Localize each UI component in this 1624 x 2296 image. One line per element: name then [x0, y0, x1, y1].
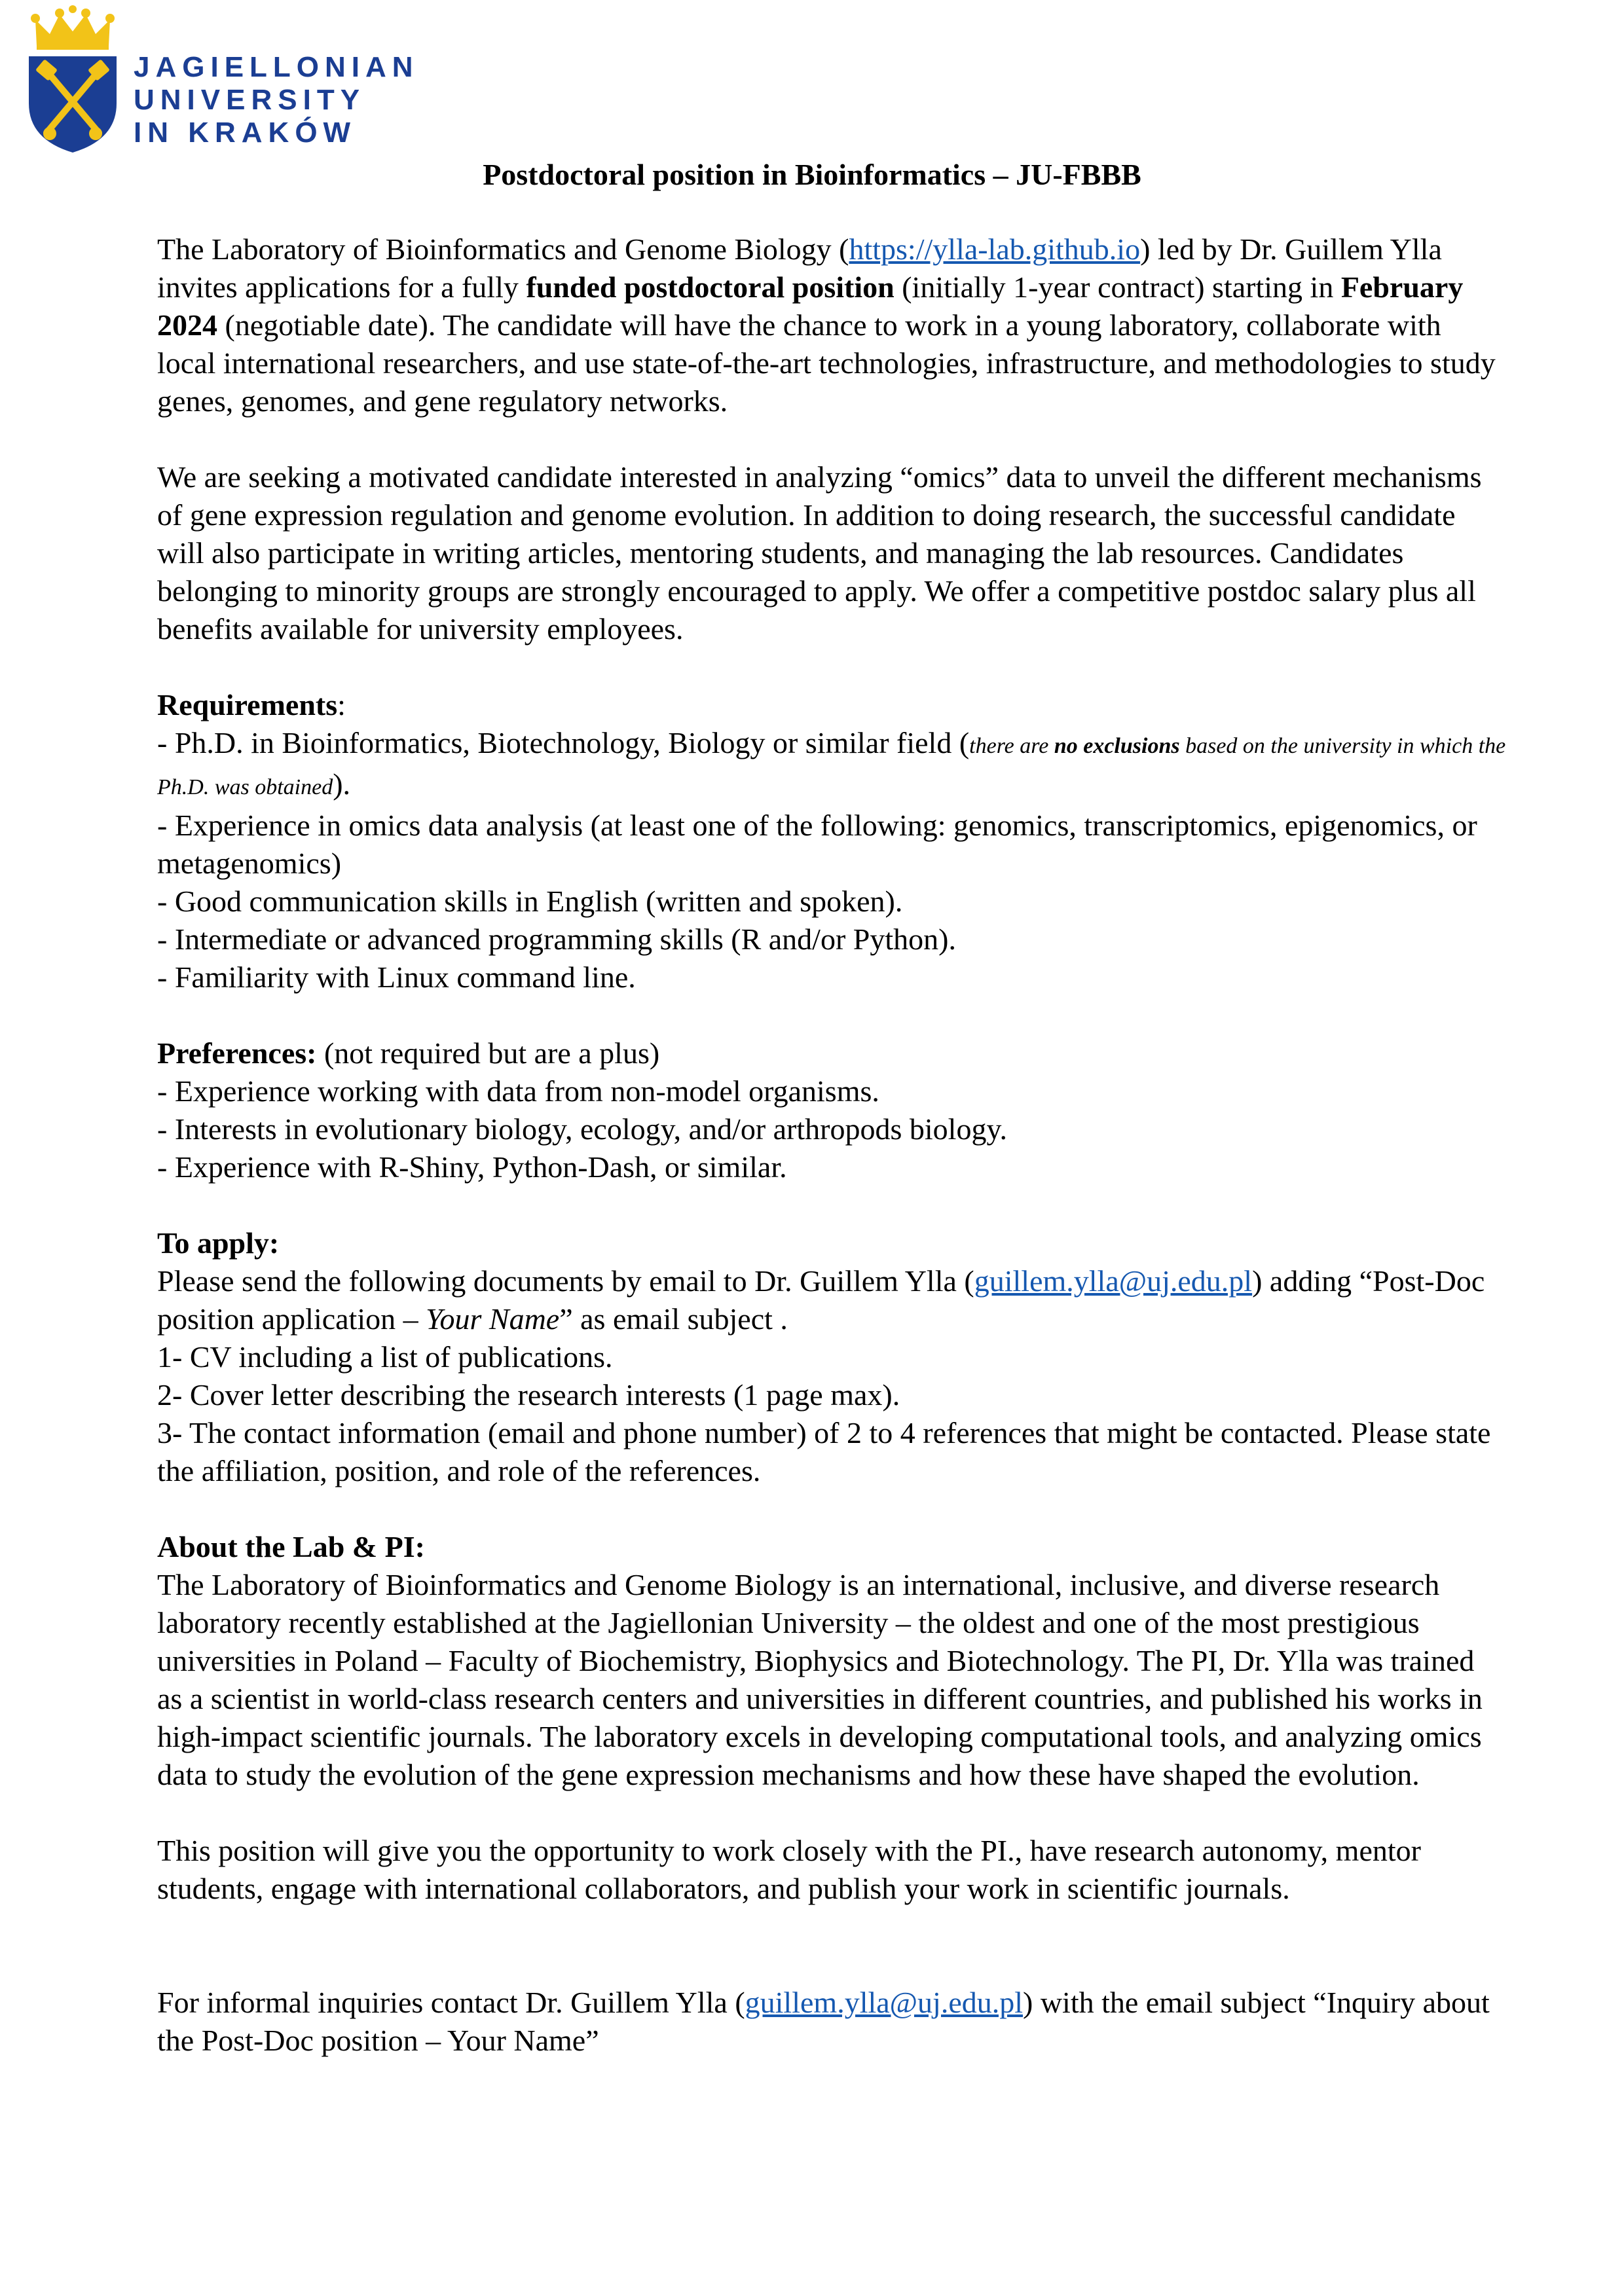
intro-text-3: (initially 1-year contract) starting in — [894, 270, 1341, 304]
preferences-section — [157, 1034, 1506, 1186]
requirements-heading: Requirements — [157, 688, 338, 721]
requirements-section — [157, 686, 1506, 996]
requirement-note-2: based on the university in which the Ph.D. was obtained — [157, 734, 1506, 799]
requirement-item-phd — [157, 724, 1506, 807]
university-crest-icon — [24, 5, 122, 156]
preferences-heading-line — [157, 1034, 1506, 1072]
logo-line-2: UNIVERSITY — [134, 84, 366, 116]
inquiries-text-2: ) with the email subject “Inquiry about the Post-Doc position – Your Name” — [157, 1986, 1490, 2057]
apply-text-3: ” as email subject . — [559, 1302, 788, 1336]
intro-text-2: ) led by Dr. Guillem Ylla invites applications for a fully — [157, 232, 1442, 304]
preferences-heading: Preferences: — [157, 1036, 317, 1070]
inquiries-paragraph — [157, 1984, 1506, 2060]
apply-email-link[interactable]: guillem.ylla@uj.edu.pl — [974, 1264, 1253, 1298]
requirement-item: - Intermediate or advanced programming skills (R and/or Python). — [157, 922, 956, 956]
preferences-note: (not required but are a plus) — [316, 1036, 660, 1070]
requirement-paren-open: ( — [959, 726, 970, 759]
about-heading-line — [157, 1528, 1506, 1566]
lab-website-link[interactable]: https://ylla-lab.github.io — [849, 232, 1141, 266]
requirement-paren-close: ). — [333, 767, 351, 801]
apply-instructions — [157, 1262, 1506, 1338]
requirement-item: - Good communication skills in English (written and spoken). — [157, 884, 903, 918]
intro-bold-date: February 2024 — [157, 270, 1464, 342]
about-section — [157, 1528, 1506, 1794]
requirement-phd-text: - Ph.D. in Bioinformatics, Biotechnology, Biology or similar field — [157, 726, 959, 759]
preference-item: - Experience with R-Shiny, Python-Dash, or similar. — [157, 1150, 787, 1184]
apply-section — [157, 1224, 1506, 1490]
requirement-item: - Experience in omics data analysis (at least one of the following: genomics, transcriptomics, epigenomics, or metagenomics) — [157, 809, 1477, 880]
apply-text-1: Please send the following documents by email to Dr. Guillem Ylla ( — [157, 1264, 974, 1298]
intro-paragraph — [157, 230, 1506, 420]
inquiries-text-1: For informal inquiries contact Dr. Guillem Ylla ( — [157, 1986, 745, 2019]
logo-line-3: IN KRAKÓW — [134, 117, 357, 149]
apply-your-name: Your Name — [426, 1302, 560, 1336]
requirement-note-1: there are — [969, 734, 1054, 758]
preference-item: - Interests in evolutionary biology, ecology, and/or arthropods biology. — [157, 1112, 1007, 1146]
intro-bold-position: funded postdoctoral position — [526, 270, 895, 304]
opportunity-paragraph: This position will give you the opportunity to work closely with the PI., have research autonomy, mentor students, engage with international collaborators, and publish your work in scientific journals. — [157, 1834, 1421, 1905]
university-logo — [24, 5, 419, 156]
inquiries-email-link[interactable]: guillem.ylla@uj.edu.pl — [745, 1986, 1024, 2019]
requirements-colon: : — [337, 688, 346, 721]
apply-heading-line — [157, 1224, 1506, 1262]
requirement-note-bold: no exclusions — [1054, 734, 1180, 758]
logo-line-1: JAGIELLONIAN — [134, 51, 419, 83]
document-body — [157, 230, 1506, 2098]
about-text: The Laboratory of Bioinformatics and Genome Biology is an international, inclusive, and diverse research laboratory recently established at the Jagiellonian University – the oldest and one of the most prestigious universities in Poland – Faculty of Biochemistry, Biophysics and Biotechnology. The PI, Dr. Ylla was trained as a scientist in world-class research centers and universities in different countries, and published his works in high-impact scientific journals. The laboratory excels in developing computational tools, and analyzing omics data to study the evolution of the gene expression mechanisms and how these have shaped the evolution. — [157, 1568, 1483, 1791]
requirement-item: - Familiarity with Linux command line. — [157, 960, 636, 994]
intro-text-4: (negotiable date). The candidate will have the chance to work in a young laboratory, collaborate with local international researchers, and use state-of-the-art technologies, infrastructure, and methodologies to study genes, genomes, and gene regulatory networks. — [157, 308, 1496, 418]
about-heading: About the Lab & PI: — [157, 1530, 425, 1563]
apply-text-2: ) adding “Post-Doc position application – — [157, 1264, 1485, 1336]
apply-item: 2- Cover letter describing the research interests (1 page max). — [157, 1378, 900, 1412]
apply-heading: To apply: — [157, 1226, 280, 1260]
document-title: Postdoctoral position in Bioinformatics – JU-FBBB — [483, 158, 1141, 191]
preference-item: - Experience working with data from non-model organisms. — [157, 1074, 879, 1108]
apply-item: 3- The contact information (email and phone number) of 2 to 4 references that might be contacted. Please state the affiliation, position, and role of the references. — [157, 1416, 1491, 1487]
university-name — [134, 51, 419, 149]
requirements-heading-line — [157, 686, 1506, 724]
intro-text-1: The Laboratory of Bioinformatics and Genome Biology ( — [157, 232, 849, 266]
seeking-paragraph: We are seeking a motivated candidate interested in analyzing “omics” data to unveil the different mechanisms of gene expression regulation and genome evolution. In addition to doing research, the successful candidate will also participate in writing articles, mentoring students, and managing the lab resources. Candidates belonging to minority groups are strongly encouraged to apply. We offer a competitive postdoc salary plus all benefits available for university employees. — [157, 460, 1482, 646]
apply-item: 1- CV including a list of publications. — [157, 1340, 613, 1374]
